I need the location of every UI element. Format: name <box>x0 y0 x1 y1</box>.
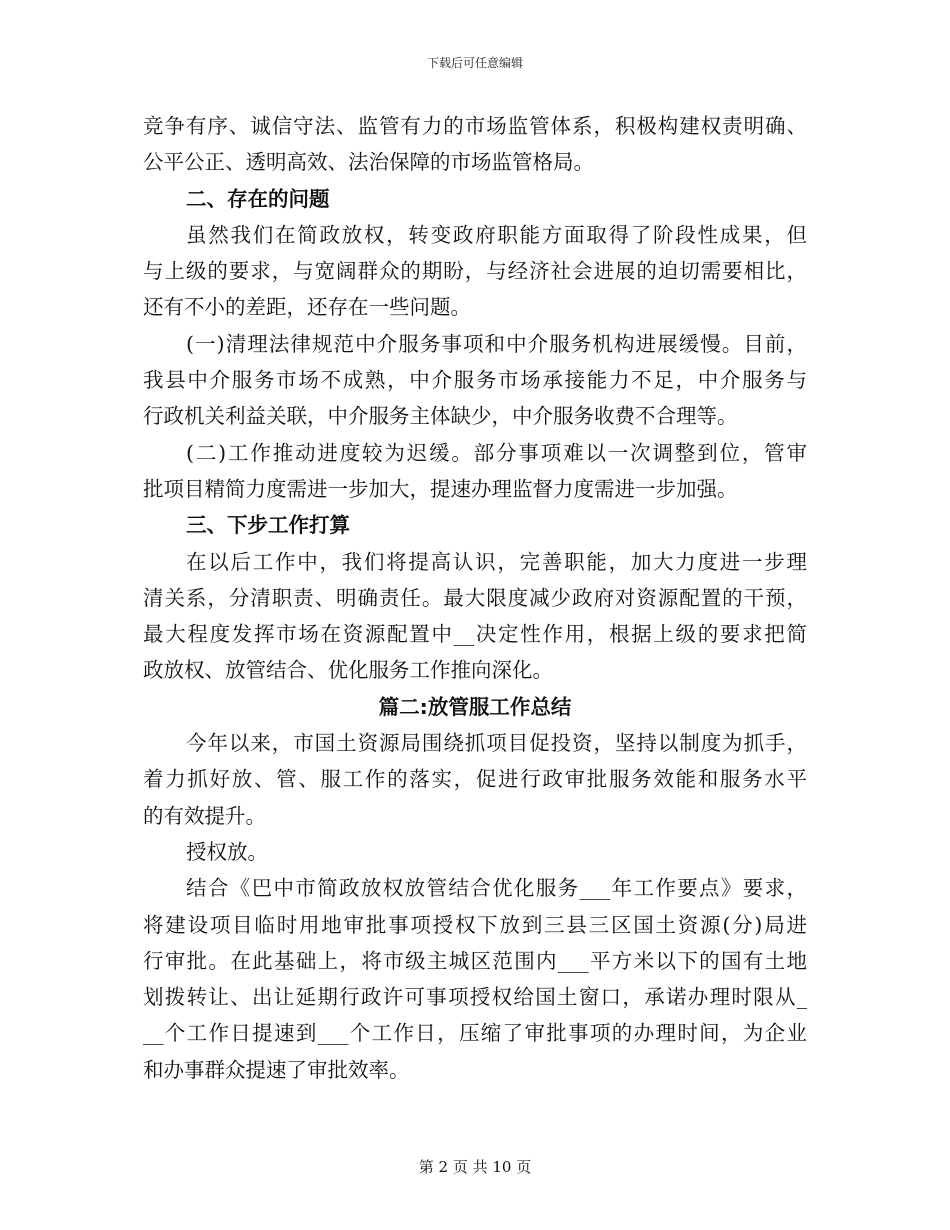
body-line: (二)工作推动进度较为迟缓。部分事项难以一次调整到位，管审 <box>186 440 807 465</box>
body-line: 虽然我们在简政放权，转变政府职能方面取得了阶段性成果，但 <box>186 222 807 247</box>
page-number-footer: 第 2 页 共 10 页 <box>418 1158 532 1176</box>
body-line: 行审批。在此基础上，将市级主城区范围内___平方米以下的国有土地 <box>143 948 807 973</box>
body-line: 和办事群众提速了审批效率。 <box>143 1057 410 1082</box>
body-line: 最大程度发挥市场在资源配置中__决定性作用，根据上级的要求把简 <box>143 622 807 647</box>
body-line: 将建设项目临时用地审批事项授权下放到三县三区国土资源(分)局进 <box>143 912 807 937</box>
body-line: 清关系，分清职责、明确责任。最大限度减少政府对资源配置的干预， <box>143 585 807 610</box>
body-line: 我县中介服务市场不成熟，中介服务市场承接能力不足，中介服务与 <box>143 368 807 393</box>
section-heading: 三、下步工作打算 <box>186 513 350 538</box>
body-line: 的有效提升。 <box>143 803 266 828</box>
section-heading: 二、存在的问题 <box>186 186 330 211</box>
document-body <box>143 108 807 1088</box>
body-line: 行政机关利益关联，中介服务主体缺少，中介服务收费不合理等。 <box>143 404 738 429</box>
body-line: 政放权、放管结合、优化服务工作推向深化。 <box>143 658 553 683</box>
body-line: 今年以来，市国土资源局围绕抓项目促投资，坚持以制度为抓手， <box>186 731 807 756</box>
body-line: 在以后工作中，我们将提高认识，完善职能，加大力度进一步理 <box>186 549 807 574</box>
body-line: (一)清理法律规范中介服务事项和中介服务机构进展缓慢。目前， <box>186 331 807 356</box>
body-line: 与上级的要求，与宽阔群众的期盼，与经济社会进展的迫切需要相比， <box>143 259 807 284</box>
body-line: 结合《巴中市简政放权放管结合优化服务___年工作要点》要求， <box>186 876 807 901</box>
page-header-note: 下载后可任意编辑 <box>426 56 523 70</box>
body-line: 批项目精简力度需进一步加大，提速办理监督力度需进一步加强。 <box>143 476 738 501</box>
body-line: __个工作日提速到___个工作日，压缩了审批事项的办理时间，为企业 <box>143 1021 807 1046</box>
body-line: 公平公正、透明高效、法治保障的市场监管格局。 <box>143 150 594 175</box>
body-line: 竞争有序、诚信守法、监管有力的市场监管体系，积极构建权责明确、 <box>143 114 807 138</box>
article-title: 篇二:放管服工作总结 <box>378 694 572 719</box>
body-line: 授权放。 <box>186 839 268 864</box>
body-line: 着力抓好放、管、服工作的落实，促进行政审批服务效能和服务水平 <box>143 767 807 792</box>
body-line: 划拨转让、出让延期行政许可事项授权给国土窗口，承诺办理时限从_ <box>143 985 807 1010</box>
body-line: 还有不小的差距，还存在一些问题。 <box>143 295 471 320</box>
